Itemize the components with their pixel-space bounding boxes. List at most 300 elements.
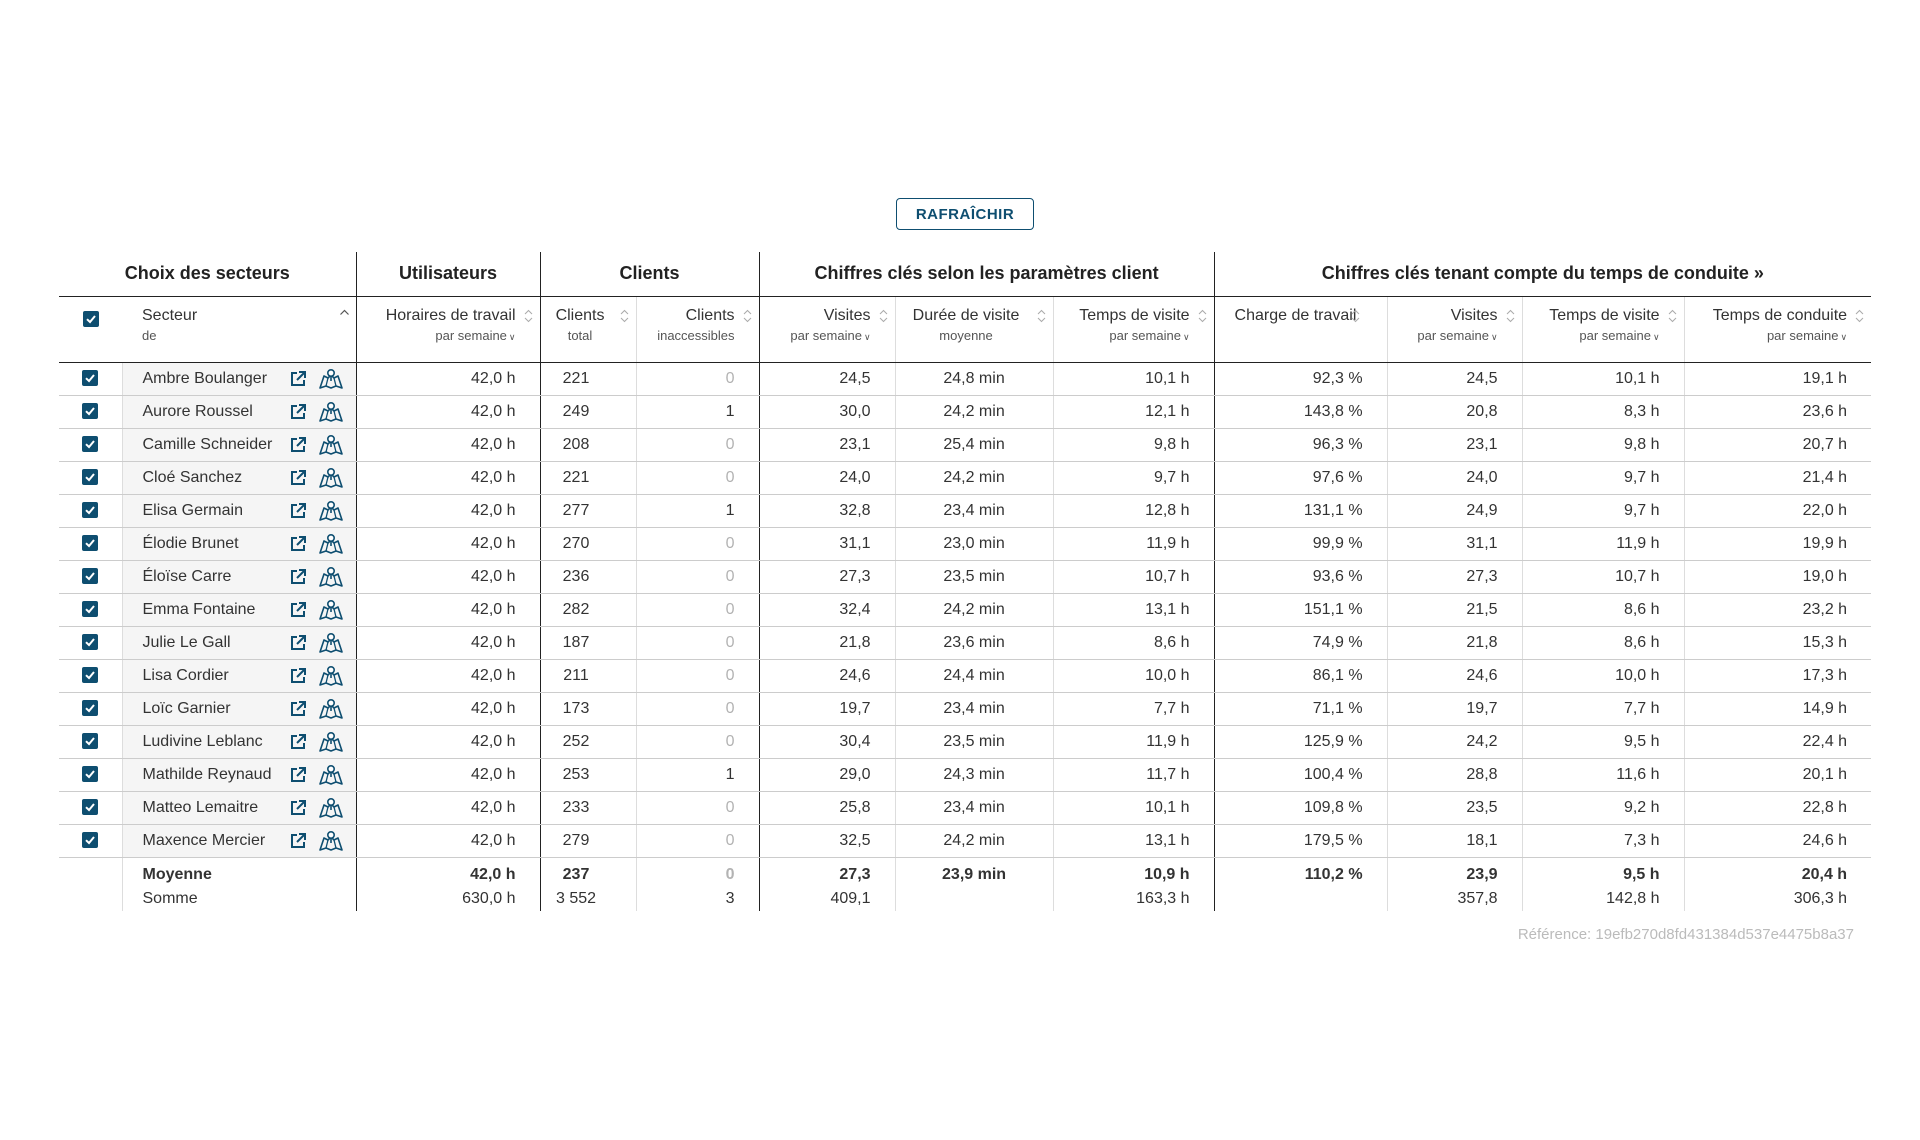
cell-charge: 71,1 % [1214,692,1387,725]
col-label: Temps de visite [1549,306,1660,324]
cell-duree: 24,4 min [895,659,1053,692]
sort-icon[interactable] [1036,309,1047,323]
cell-duree: 24,2 min [895,824,1053,857]
cell-clients: 187 [540,626,636,659]
table-row [59,791,1871,824]
map-icon[interactable] [318,434,344,456]
row-checkbox[interactable] [59,395,122,428]
cell-duree: 23,6 min [895,626,1053,659]
cell-tv2: 9,5 h [1522,725,1684,758]
map-icon[interactable] [318,467,344,489]
cell-inacc: 0 [636,692,759,725]
cell-clients: 221 [540,362,636,395]
cell-tc: 22,4 h [1684,725,1871,758]
col-sublabel: de [142,327,157,343]
row-checkbox[interactable] [59,692,122,725]
cell-visites: 24,5 [759,362,895,395]
cell-horaires: 42,0 h [356,560,540,593]
col-clients-total[interactable] [540,296,636,362]
row-checkbox[interactable] [59,626,122,659]
col-sublabel: moyenne [939,327,993,343]
external-link-icon[interactable] [289,370,307,388]
cell-tv: 7,7 h [1053,692,1214,725]
sum-visites: 409,1 [830,889,871,907]
row-checkbox[interactable] [59,461,122,494]
row-checkbox[interactable] [59,758,122,791]
col-label: Visites [823,306,871,324]
cell-inacc: 0 [636,560,759,593]
cell-clients: 249 [540,395,636,428]
external-link-icon[interactable] [289,403,307,421]
cell-duree: 25,4 min [895,428,1053,461]
sort-icon[interactable] [619,309,630,323]
cell-clients: 173 [540,692,636,725]
sector-name-cell [122,692,356,725]
col-label: Clients [685,306,735,324]
col-label: Visites [1450,306,1498,324]
checkbox-checked-icon [82,469,98,485]
row-checkbox[interactable] [59,494,122,527]
map-icon[interactable] [318,566,344,588]
cell-charge: 100,4 % [1214,758,1387,791]
col-label: Clients [555,306,605,324]
cell-charge: 86,1 % [1214,659,1387,692]
cell-tc: 15,3 h [1684,626,1871,659]
cell-inacc: 0 [636,593,759,626]
cell-tv2: 8,6 h [1522,593,1684,626]
cell-charge: 151,1 % [1214,593,1387,626]
cell-tv: 10,1 h [1053,791,1214,824]
sector-name: Cloé Sanchez [142,468,243,486]
cell-tc: 24,6 h [1684,824,1871,857]
cell-clients: 208 [540,428,636,461]
cell-tv: 13,1 h [1053,593,1214,626]
map-icon[interactable] [318,401,344,423]
cell-tv: 9,8 h [1053,428,1214,461]
row-checkbox[interactable] [59,527,122,560]
sector-name-cell [122,593,356,626]
checkbox-checked-icon [82,799,98,815]
table-row [59,725,1871,758]
checkbox-checked-icon [82,832,98,848]
cell-tv: 10,0 h [1053,659,1214,692]
external-link-icon[interactable] [289,733,307,751]
external-link-icon[interactable] [289,469,307,487]
table-row [59,659,1871,692]
cell-visites2: 19,7 [1387,692,1522,725]
sector-name: Elisa Germain [142,501,243,519]
sort-icon[interactable] [1505,309,1516,323]
col-temps-visite[interactable] [1053,296,1214,362]
cell-duree: 24,3 min [895,758,1053,791]
cell-horaires: 42,0 h [356,824,540,857]
cell-duree: 24,2 min [895,461,1053,494]
external-link-icon[interactable] [289,535,307,553]
cell-charge: 131,1 % [1214,494,1387,527]
group-sectors: Choix des secteurs [124,263,290,284]
col-visites-conduite[interactable] [1387,296,1522,362]
cell-visites2: 21,8 [1387,626,1522,659]
avg-charge: 110,2 % [1304,865,1363,883]
cell-visites2: 31,1 [1387,527,1522,560]
cell-horaires: 42,0 h [356,791,540,824]
cell-tv2: 10,1 h [1522,362,1684,395]
sum-label: Somme [142,889,198,907]
sector-name: Élodie Brunet [142,534,239,552]
cell-clients: 270 [540,527,636,560]
external-link-icon[interactable] [289,568,307,586]
cell-clients: 253 [540,758,636,791]
reference-text: Référence: 19efb270d8fd431384d537e4475b8a37 [1517,926,1854,943]
cell-visites: 21,8 [759,626,895,659]
select-all-checkbox[interactable] [59,296,122,362]
sector-name-cell [122,626,356,659]
sector-name-cell [122,362,356,395]
cell-tv2: 8,6 h [1522,626,1684,659]
cell-duree: 24,2 min [895,593,1053,626]
sort-icon[interactable] [1197,309,1208,323]
table-row [59,824,1871,857]
cell-visites2: 24,9 [1387,494,1522,527]
cell-horaires: 42,0 h [356,593,540,626]
checkbox-checked-icon [82,634,98,650]
sum-temps-visite2: 142,8 h [1606,889,1660,907]
checkbox-checked-icon [82,535,98,551]
map-icon[interactable] [318,698,344,720]
avg-temps-conduite: 20,4 h [1801,865,1848,883]
cell-duree: 24,8 min [895,362,1053,395]
cell-tc: 22,8 h [1684,791,1871,824]
cell-visites2: 20,8 [1387,395,1522,428]
cell-visites: 32,8 [759,494,895,527]
cell-tc: 19,9 h [1684,527,1871,560]
avg-temps-visite2: 9,5 h [1623,865,1660,883]
col-duree-visite[interactable] [895,296,1053,362]
external-link-icon[interactable] [289,634,307,652]
external-link-icon[interactable] [289,700,307,718]
cell-charge: 179,5 % [1214,824,1387,857]
cell-tv: 11,7 h [1053,758,1214,791]
external-link-icon[interactable] [289,502,307,520]
cell-duree: 23,4 min [895,494,1053,527]
map-icon[interactable] [318,764,344,786]
cell-visites: 24,6 [759,659,895,692]
sector-name: Matteo Lemaitre [142,798,259,816]
sort-icon[interactable] [1350,309,1361,323]
cell-visites: 32,5 [759,824,895,857]
col-label: Durée de visite [912,306,1020,324]
cell-charge: 109,8 % [1214,791,1387,824]
sector-name: Julie Le Gall [142,633,231,651]
row-checkbox[interactable] [59,362,122,395]
cell-horaires: 42,0 h [356,725,540,758]
avg-clients: 237 [562,865,590,883]
cell-horaires: 42,0 h [356,527,540,560]
sector-table [59,252,1871,911]
table-row [59,527,1871,560]
cell-visites2: 28,8 [1387,758,1522,791]
cell-visites: 32,4 [759,593,895,626]
table-row [59,428,1871,461]
group-clients: Clients [540,252,759,296]
checkbox-checked-icon [82,733,98,749]
cell-inacc: 0 [636,824,759,857]
cell-tv: 8,6 h [1053,626,1214,659]
sector-name-cell [122,791,356,824]
cell-visites: 23,1 [759,428,895,461]
external-link-icon[interactable] [289,799,307,817]
cell-tv: 12,8 h [1053,494,1214,527]
col-sublabel: par semaine [1766,327,1839,343]
cell-clients: 282 [540,593,636,626]
sector-name: Lisa Cordier [142,666,229,684]
col-label: Charge de travail [1234,306,1357,324]
cell-visites: 25,8 [759,791,895,824]
avg-horaires: 42,0 h [470,865,516,883]
checkbox-checked-icon [82,568,98,584]
map-icon[interactable] [318,599,344,621]
cell-horaires: 42,0 h [356,692,540,725]
sort-asc-icon[interactable] [339,307,350,321]
sector-name: Ludivine Leblanc [142,732,263,750]
sector-name-cell [122,461,356,494]
cell-tc: 14,9 h [1684,692,1871,725]
col-visites[interactable] [759,296,895,362]
chevron-down-icon[interactable]: ∨ [1490,331,1498,342]
avg-label: Moyenne [142,865,212,883]
row-checkbox[interactable] [59,560,122,593]
cell-duree: 23,5 min [895,725,1053,758]
cell-tc: 20,1 h [1684,758,1871,791]
cell-visites2: 21,5 [1387,593,1522,626]
cell-horaires: 42,0 h [356,626,540,659]
sector-name: Aurore Roussel [142,402,253,420]
map-icon[interactable] [318,797,344,819]
cell-clients: 277 [540,494,636,527]
checkbox-checked-icon [82,700,98,716]
group-key-drive[interactable]: Chiffres clés tenant compte du temps de conduite » [1214,252,1871,296]
cell-visites2: 27,3 [1387,560,1522,593]
table-row [59,560,1871,593]
cell-tc: 17,3 h [1684,659,1871,692]
checkbox-checked-icon [82,667,98,683]
map-icon[interactable] [318,500,344,522]
cell-duree: 24,2 min [895,395,1053,428]
cell-tv: 11,9 h [1053,725,1214,758]
avg-temps-visite: 10,9 h [1144,865,1190,883]
cell-charge: 96,3 % [1214,428,1387,461]
cell-clients: 211 [540,659,636,692]
cell-tc: 23,2 h [1684,593,1871,626]
sort-icon[interactable] [742,309,753,323]
sort-icon[interactable] [878,309,889,323]
cell-tc: 21,4 h [1684,461,1871,494]
cell-horaires: 42,0 h [356,362,540,395]
cell-inacc: 0 [636,725,759,758]
checkbox-checked-icon [82,436,98,452]
cell-duree: 23,4 min [895,791,1053,824]
sector-name: Ambre Boulanger [142,369,268,387]
external-link-icon[interactable] [289,601,307,619]
cell-inacc: 1 [636,758,759,791]
sum-inaccessibles: 3 [725,889,735,907]
table-row [59,626,1871,659]
col-horaires[interactable] [356,296,540,362]
cell-inacc: 0 [636,626,759,659]
checkbox-checked-icon [82,370,98,386]
cell-duree: 23,5 min [895,560,1053,593]
cell-inacc: 0 [636,428,759,461]
cell-visites: 31,1 [759,527,895,560]
sector-name-cell [122,494,356,527]
cell-tv2: 9,8 h [1522,428,1684,461]
checkbox-checked-icon [82,766,98,782]
col-clients-inaccessibles[interactable] [636,296,759,362]
row-checkbox[interactable] [59,791,122,824]
sort-icon[interactable] [523,309,534,323]
row-checkbox[interactable] [59,659,122,692]
cell-tc: 20,7 h [1684,428,1871,461]
cell-charge: 125,9 % [1214,725,1387,758]
cell-clients: 252 [540,725,636,758]
sum-horaires: 630,0 h [462,889,516,907]
map-icon[interactable] [318,632,344,654]
group-users: Utilisateurs [356,252,540,296]
col-label: Horaires de travail [385,306,516,324]
col-secteur[interactable] [122,296,356,362]
cell-visites2: 24,6 [1387,659,1522,692]
chevron-down-icon[interactable]: ∨ [508,331,516,342]
checkbox-checked-icon [82,601,98,617]
cell-tv2: 10,0 h [1522,659,1684,692]
cell-charge: 74,9 % [1214,626,1387,659]
cell-tv2: 9,7 h [1522,494,1684,527]
sector-name-cell [122,824,356,857]
cell-charge: 93,6 % [1214,560,1387,593]
cell-visites2: 18,1 [1387,824,1522,857]
sum-clients: 3 552 [555,889,597,907]
avg-visites: 27,3 [839,865,871,883]
cell-horaires: 42,0 h [356,395,540,428]
cell-horaires: 42,0 h [356,494,540,527]
row-checkbox[interactable] [59,593,122,626]
refresh-button[interactable]: RAFRAÎCHIR [896,198,1034,230]
cell-tv2: 7,7 h [1522,692,1684,725]
col-temps-visite-conduite[interactable] [1522,296,1684,362]
row-checkbox[interactable] [59,824,122,857]
cell-visites2: 24,2 [1387,725,1522,758]
external-link-icon[interactable] [289,832,307,850]
cell-visites: 30,0 [759,395,895,428]
footer-labels [122,857,356,911]
chevron-down-icon[interactable]: ∨ [1840,331,1848,342]
cell-horaires: 42,0 h [356,659,540,692]
table-row [59,593,1871,626]
sector-name: Emma Fontaine [142,600,256,618]
cell-charge: 143,8 % [1214,395,1387,428]
table-row [59,758,1871,791]
chevron-down-icon[interactable]: ∨ [1182,331,1190,342]
cell-charge: 99,9 % [1214,527,1387,560]
cell-visites2: 23,5 [1387,791,1522,824]
table-row [59,461,1871,494]
cell-charge: 97,6 % [1214,461,1387,494]
cell-visites: 24,0 [759,461,895,494]
external-link-icon[interactable] [289,436,307,454]
cell-tc: 22,0 h [1684,494,1871,527]
cell-inacc: 0 [636,659,759,692]
cell-visites: 19,7 [759,692,895,725]
sector-name-cell [122,659,356,692]
cell-tc: 19,0 h [1684,560,1871,593]
cell-inacc: 1 [636,494,759,527]
cell-inacc: 1 [636,395,759,428]
cell-tv: 12,1 h [1053,395,1214,428]
cell-clients: 236 [540,560,636,593]
cell-inacc: 0 [636,461,759,494]
cell-inacc: 0 [636,527,759,560]
cell-tv2: 11,9 h [1522,527,1684,560]
map-icon[interactable] [318,665,344,687]
checkbox-checked-icon [82,502,98,518]
sector-name: Maxence Mercier [142,831,266,849]
sector-name: Éloïse Carre [142,567,232,585]
col-sublabel: inaccessibles [657,327,735,343]
cell-tv2: 8,3 h [1522,395,1684,428]
col-sublabel: par semaine [1579,327,1651,343]
map-icon[interactable] [318,533,344,555]
cell-tv: 13,1 h [1053,824,1214,857]
cell-clients: 221 [540,461,636,494]
cell-tv: 9,7 h [1053,461,1214,494]
cell-duree: 23,4 min [895,692,1053,725]
col-charge-travail[interactable] [1214,296,1387,362]
cell-duree: 23,0 min [895,527,1053,560]
sort-icon[interactable] [1854,309,1865,323]
cell-visites: 27,3 [759,560,895,593]
map-icon[interactable] [318,731,344,753]
sort-icon[interactable] [1667,309,1678,323]
cell-charge: 92,3 % [1214,362,1387,395]
sector-name-cell [122,725,356,758]
cell-tv2: 9,7 h [1522,461,1684,494]
external-link-icon[interactable] [289,766,307,784]
table-row [59,395,1871,428]
checkbox-checked-icon [82,403,98,419]
cell-visites2: 23,1 [1387,428,1522,461]
cell-horaires: 42,0 h [356,428,540,461]
row-checkbox[interactable] [59,428,122,461]
col-label: Secteur [142,306,198,324]
external-link-icon[interactable] [289,667,307,685]
sector-name-cell [122,428,356,461]
cell-tv2: 11,6 h [1522,758,1684,791]
map-icon[interactable] [318,368,344,390]
table-row [59,692,1871,725]
avg-visites2: 23,9 [1466,865,1498,883]
chevron-down-icon[interactable]: ∨ [863,331,871,342]
col-sublabel: total [567,327,593,343]
row-checkbox[interactable] [59,725,122,758]
sum-visites2: 357,8 [1457,889,1498,907]
sector-name-cell [122,560,356,593]
table-row [59,362,1871,395]
chevron-down-icon[interactable]: ∨ [1652,331,1660,342]
map-icon[interactable] [318,830,344,852]
cell-tv2: 7,3 h [1522,824,1684,857]
col-temps-conduite[interactable] [1684,296,1871,362]
cell-horaires: 42,0 h [356,461,540,494]
